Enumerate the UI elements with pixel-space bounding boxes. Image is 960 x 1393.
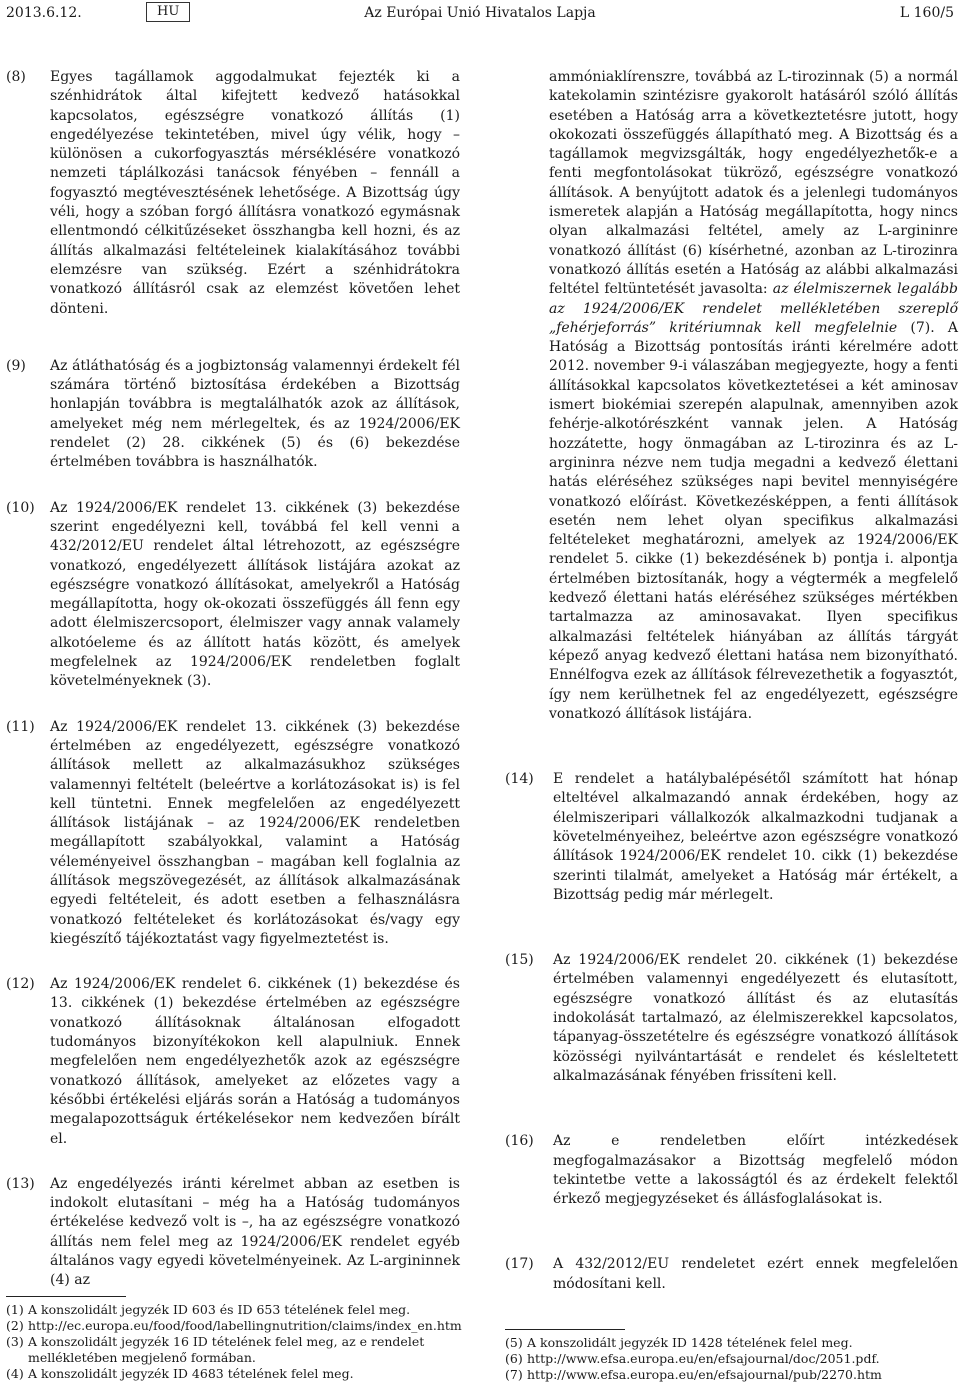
recital-13: [6, 1175, 460, 1291]
recital-number: (13): [6, 1175, 35, 1192]
continuation-text: ammóniaklírenszre, továbbá az L-tirozinnak (5) a normál katekolamin szintézisre gyakorolt hatásáról szóló állítás esetében a Hatóság arra a következtetésre jutott, hogy okokozati összefüggés állapítható meg. A Bizottság és a tagállamok megvizsgálták, hogy engedélyezhetők-e a fenti megfontolásokat tükröző, egészségre vonatkozó állítások. A benyújtott adatok és a jelenlegi tudományos ismeretek alapján a Hatóság megállapította, hogy nincs olyan alkalmazási feltétel, amely az L-argininre vonatkozó állítást (6) kísérhetné, azonban az L-tirozinra vonatkozó állítás esetén a Hatóság az alábbi alkalmazási feltétel feltüntetését javasolta:: [549, 69, 958, 298]
recital-17: [505, 1255, 958, 1294]
footnote-link[interactable]: http://ec.europa.eu/food/food/labellingnutrition/claims/index_en.htm: [28, 1318, 462, 1333]
page-reference: L 160/5: [899, 5, 954, 21]
recital-number: (9): [6, 357, 26, 374]
footnotes-right: [505, 1335, 958, 1383]
recital-number: (12): [6, 976, 35, 993]
recital-text: Az e rendeletben előírt intézkedések megfogalmazásakor a Bizottság megfelelő módon tekintetbe vette a lakosságtól és az érdekelt felektől érkező megjegyzéseket és állásfoglalásokat is.: [553, 1133, 958, 1208]
recital-15: [505, 951, 958, 1086]
recital-text: Az 1924/2006/EK rendelet 13. cikkének (3) bekezdése értelmében az engedélyezett, egészségre vonatkozó állítások mellett az alkalmazásukhoz szükséges valamennyi feltételt (beleértve a korlátozásokat is) is fel kell tüntetni. Ennek megfelelően az engedélyezett állítások listájának – az 1924/2006/EK rendeletben megállapított szabályokkal, valamint a Hatóság véleményeivel összhangban – magában kell foglalnia az állítások megszövegezését, az állítások alkalmazásának egyedi feltételeit, és adott esetben a felhasználásra vonatkozó feltételeket és korlátozásokat és/vagy egy kiegészítő tájékoztatást vagy figyelmeztetést is.: [50, 718, 460, 947]
footnote: (2) http://ec.europa.eu/food/food/labellingnutrition/claims/index_en.htm: [6, 1318, 462, 1333]
footnote-link[interactable]: http://www.efsa.europa.eu/en/efsajournal/doc/2051.pdf.: [527, 1351, 880, 1366]
recital-9: [6, 357, 460, 473]
recital-text: Az 1924/2006/EK rendelet 20. cikkének (1) bekezdése értelmében valamennyi engedélyezett és elutasított, egészségre vonatkozó állítást és az elutasítás indokolását tartalmazó, az élelmiszerekkel kapcsolatos, tápanyag-összetételre és egészségre vonatkozó állítások közösségi nyilvántartását e rendelet és késleltetett alkalmazásának fényében frissíteni kell.: [553, 952, 958, 1084]
recital-13-continuation: [505, 68, 958, 724]
footnote: (1) A konszolidált jegyzék ID 603 és ID 653 tételének felel meg.: [6, 1302, 411, 1317]
continuation-text-end: (7). A Hatóság a Bizottság pontosítás iránti kérelmére adott 2012. november 9-i válaszában megjegyezte, hogy a fenti állításokkal kapcsolatos következtetései a két aminosav ismert biokémiai szerepén alapulnak, amennyiben azok fehérje-alkotórészként vannak jelen. A Hatóság hozzátette, hogy önmagában az L-tirozinra és az L-argininra nézve nem tudja megadni a kedvező élettani hatás eléréséhez szükséges napi bevitel mennyiségére vonatkozó előírást. Következésképpen, a fenti állítások esetén nem lehet olyan specifikus alkalmazási feltételeket meghatározni, amelyek az 1924/2006/EK rendelet 5. cikke (1) bekezdésének b) pontja i. alpontja értelmében biztosítanák, hogy a végtermék a megfelelő kedvező élettani hatás eléréséhez szükséges mértékben tartalmazza az aminosavakat. Ilyen specifikus alkalmazási feltételek hiányában az állítás tárgyát képező anyag kedvező élettani hatása nem bizonyítható. Ennélfogva ezek az állítások félrevezethetik a fogyasztót, így nem kerülhetnek fel az engedélyezett, egészségre vonatkozó állítások listájára.: [549, 319, 958, 722]
page-header: [0, 0, 960, 30]
recital-text: Az 1924/2006/EK rendelet 6. cikkének (1) bekezdése és 13. cikkének (1) bekezdése értelmében az egészségre vonatkozó állításoknak általánosan elfogadott tudományos bizonyítékokon kell alapulniuk. Ennek megfelelően nem engedélyezhetők azok az egészségre vonatkozó állítások, amelyeket az előzetes vagy a későbbi értékelési eljárás során a Hatóság a tudományos megalapozottságuk értékelésekor nem kedvezően bírált el.: [50, 976, 460, 1147]
recital-number: (10): [6, 499, 35, 516]
recital-11: [6, 718, 460, 950]
recital-number: (16): [505, 1133, 534, 1150]
recital-text: Az 1924/2006/EK rendelet 13. cikkének (3) bekezdése szerint engedélyezni kell, továbbá fel kell venni a 432/2012/EU rendelet által létrehozott, az egészségre vonatkozó, engedélyezett állítások listájára azokat az egészségre vonatkozó állításokat, amelyekről a Hatóság megállapította, hogy ok-okozati összefüggés áll fenn egy adott élelmiszercsoport, élelmiszer vagy annak valamely alkotóeleme és az állított hatás között, és amelyek megfelelnek az 1924/2006/EK rendeletben foglalt követelményeknek (3).: [50, 499, 460, 690]
language-badge: HU: [146, 2, 190, 22]
footnotes-left: [6, 1302, 460, 1382]
publication-date: 2013.6.12.: [6, 5, 82, 21]
recital-10: [6, 499, 460, 692]
journal-title: Az Európai Unió Hivatalos Lapja: [364, 5, 596, 21]
recital-8: [6, 68, 460, 319]
recital-text: Az engedélyezés iránti kérelmet abban az esetben is indokolt elutasítani – még ha a Hatóság tudományos értékelése kedvező volt is –, ha az egészségre vonatkozó állítás nem felel meg az 1924/2006/EK rendelet egyéb általános vagy egyedi követelményeinek. Az L-argininnek (4) az: [50, 1175, 460, 1289]
recital-number: (8): [6, 69, 26, 85]
footnote: (5) A konszolidált jegyzék ID 1428 tételének felel meg.: [505, 1335, 853, 1350]
recital-number: (14): [505, 771, 534, 788]
right-column: [505, 68, 958, 1294]
footnote-divider: [6, 1296, 126, 1297]
recital-text: A 432/2012/EU rendeletet ezért ennek megfelelően módosítani kell.: [553, 1256, 958, 1292]
footnote: (3) A konszolidált jegyzék 16 ID tételének felel meg, az e rendelet mellékletében megjelenő formában.: [6, 1334, 425, 1365]
recital-number: (17): [505, 1256, 534, 1273]
recital-text: E rendelet a hatálybalépésétől számított hat hónap elteltével alkalmazandó annak érdekében, hogy az élelmiszeripari vállalkozók alkalmazkodni tudjanak a követelményeihez, beleértve azon egészségre vonatkozó állítások 1924/2006/EK rendelet 10. cikk (1) bekezdése szerinti tilalmát, amelyeket a Hatóság már értékelt, a Bizottság pedig már mérlegelt.: [553, 771, 958, 903]
recital-16: [505, 1132, 958, 1209]
recital-text: Egyes tagállamok aggodalmukat fejezték ki a szénhidrátok által kifejtett kedvező hatásokkal kapcsolatos, egészségre vonatkozó állítás (1) engedélyezése tekintetében, mivel úgy vélik, hogy – különösen a cukorfogyasztás mérséklésére vonatkozó nemzeti táplálkozási tanácsok fényében – fennáll a fogyasztó megtévesztésének lehetősége. A Bizottság úgy véli, hogy a szóban forgó állításra vonatkozó egymásnak ellentmondó célkitűzéseket összhangba kell hozni, és az állítás alkalmazási feltételeinek kialakításához további elemzésre van szükség. Ezért a szénhidrátokra vonatkozó állításról csak az elemzést követően lehet dönteni.: [50, 69, 460, 317]
recital-14: [505, 770, 958, 905]
recital-number: (11): [6, 718, 35, 735]
recital-12: [6, 975, 460, 1149]
footnote: (6) http://www.efsa.europa.eu/en/efsajournal/doc/2051.pdf.: [505, 1351, 880, 1366]
left-column: [6, 68, 460, 1291]
footnote-divider: [505, 1329, 625, 1330]
recital-number: (15): [505, 952, 534, 969]
footnote: (4) A konszolidált jegyzék ID 4683 tételének felel meg.: [6, 1366, 354, 1381]
footnote-link[interactable]: http://www.efsa.europa.eu/en/efsajournal/pub/2270.htm: [527, 1367, 882, 1382]
footnote: (7) http://www.efsa.europa.eu/en/efsajournal/pub/2270.htm: [505, 1367, 882, 1382]
condition-of-use-text: az élelmiszernek legalább az 1924/2006/EK rendelet mellékletében szereplő „fehérjeforrás” kritériumnak kell megfelelnie: [549, 281, 959, 336]
recital-text: Az átláthatóság és a jogbiztonság valamennyi érdekelt fél számára történő biztosítása érdekében a Bizottság honlapján továbbra is megtalálhatók azok az állítások, amelyeket még nem mérlegeltek, és az 1924/2006/EK rendelet (2) 28. cikkének (5) és (6) bekezdése értelmében továbbra is használhatók.: [50, 357, 460, 471]
